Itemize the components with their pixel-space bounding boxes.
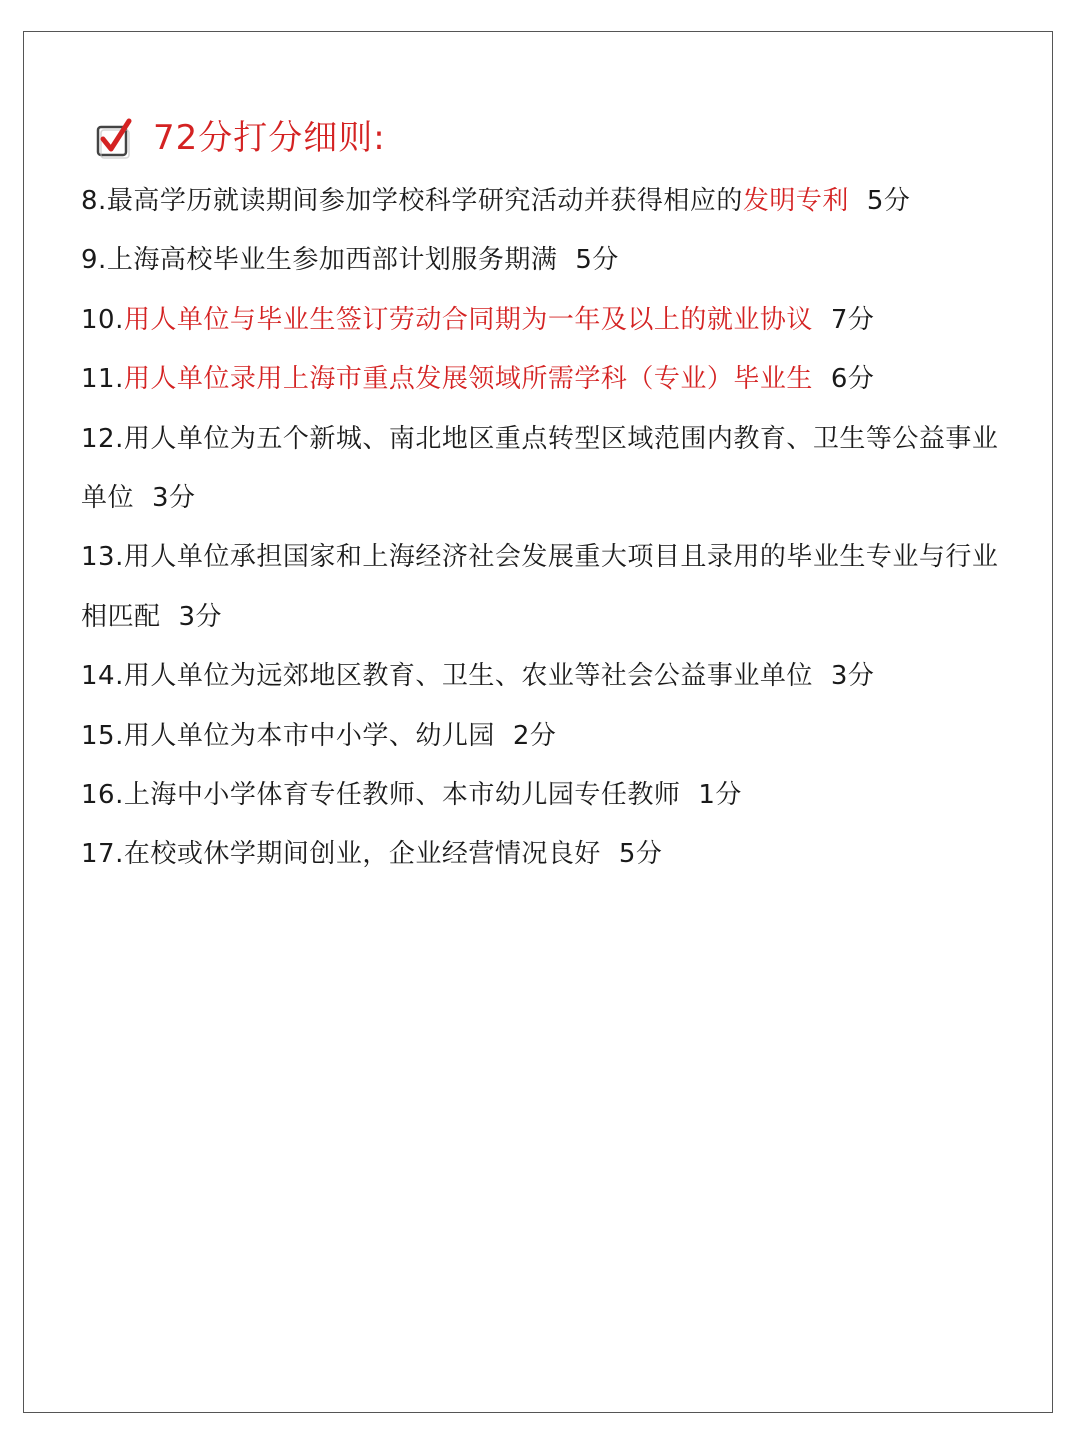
checkbox-checked-icon — [95, 117, 137, 159]
item-score: 1分 — [698, 780, 742, 811]
item-number: 13. — [81, 542, 124, 573]
item-number: 15. — [81, 720, 124, 751]
list-item-8 — [81, 172, 1011, 231]
list-item-13 — [81, 528, 1011, 647]
item-text: 上海高校毕业生参加西部计划服务期满 — [106, 245, 558, 276]
item-text: 最高学历就读期间参加学校科学研究活动并获得相应的 — [106, 186, 743, 216]
item-score: 3分 — [830, 661, 875, 692]
list-item-11 — [81, 350, 1011, 409]
item-highlight: 用人单位与毕业生签订劳动合同期为一年及以上的就业协议 — [123, 304, 813, 335]
list-item-9 — [81, 231, 1011, 290]
item-score: 6分 — [830, 364, 875, 395]
item-text: 在校或休学期间创业，企业经营情况良好 — [123, 839, 601, 870]
item-text: 用人单位为五个新城、南北地区重点转型区域范围内教育、卫生等公益事业单位 — [81, 423, 999, 514]
item-number: 16. — [81, 780, 124, 811]
item-score: 2分 — [512, 720, 557, 751]
list-item-12 — [81, 410, 1011, 529]
item-text: 上海中小学体育专任教师、本市幼儿园专任教师 — [123, 780, 681, 811]
item-highlight: 发明专利 — [742, 186, 849, 216]
item-score: 5分 — [575, 245, 619, 276]
list-item-14 — [81, 647, 1011, 706]
section-heading — [95, 113, 386, 163]
item-number: 12. — [81, 423, 124, 454]
item-score: 3分 — [178, 601, 223, 632]
item-score: 5分 — [618, 839, 663, 870]
item-score: 5分 — [866, 186, 911, 216]
item-highlight: 用人单位录用上海市重点发展领域所需学科（专业）毕业生 — [123, 364, 813, 395]
item-number: 9. — [81, 245, 107, 276]
list-item-17 — [81, 825, 1011, 884]
item-number: 8. — [81, 186, 107, 216]
list-item-16 — [81, 766, 1011, 825]
heading-title: 72分打分细则: — [153, 118, 386, 158]
item-number: 10. — [81, 304, 124, 335]
list-item-15 — [81, 707, 1011, 766]
item-text: 用人单位承担国家和上海经济社会发展重大项目且录用的毕业生专业与行业相匹配 — [81, 542, 999, 632]
list-item-10 — [81, 291, 1011, 350]
item-text: 用人单位为本市中小学、幼儿园 — [123, 720, 495, 751]
item-text: 用人单位为远郊地区教育、卫生、农业等社会公益事业单位 — [123, 661, 813, 692]
item-number: 14. — [81, 661, 124, 692]
item-score: 3分 — [152, 483, 196, 514]
item-number: 17. — [81, 839, 124, 870]
item-number: 11. — [81, 364, 124, 395]
item-score: 7分 — [830, 304, 875, 335]
scoring-list — [81, 172, 1011, 885]
